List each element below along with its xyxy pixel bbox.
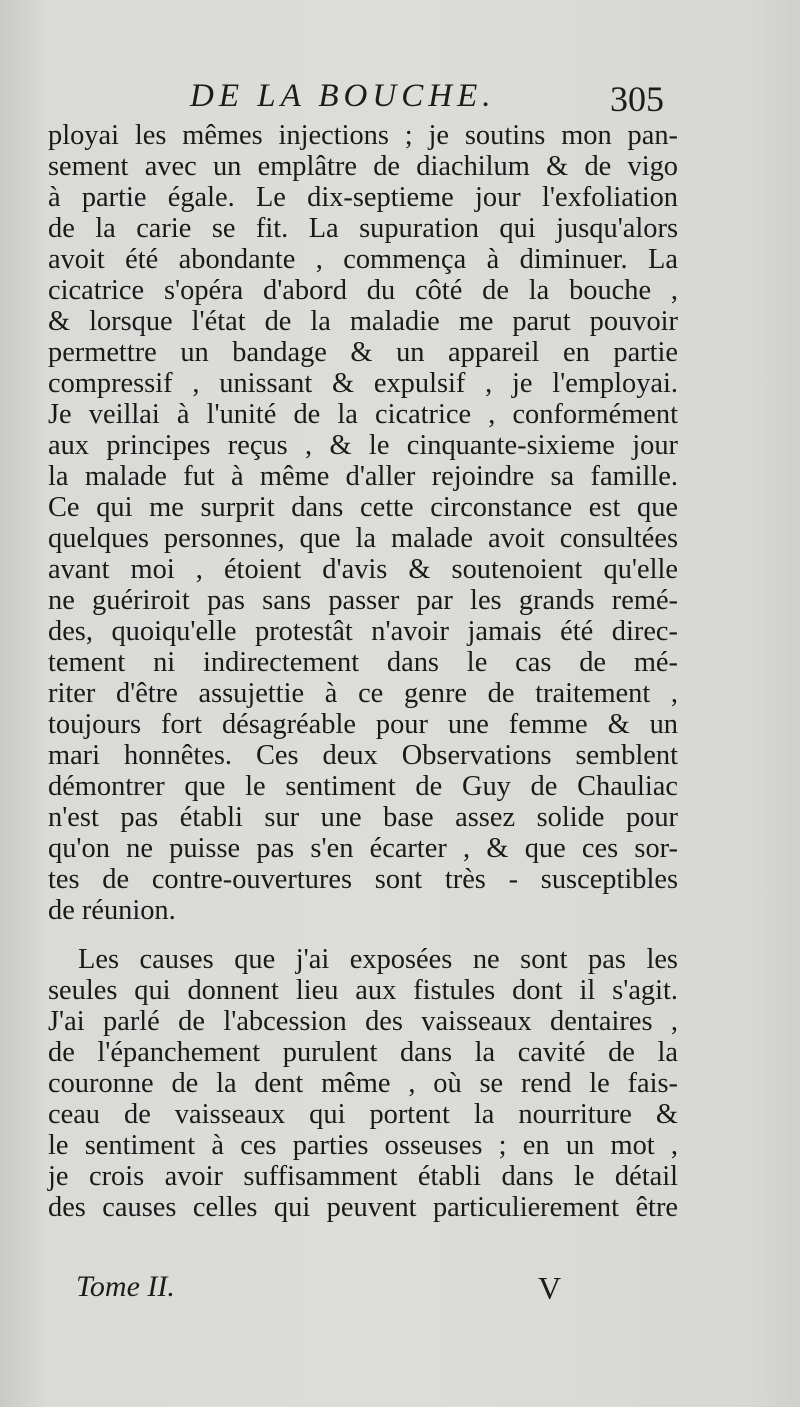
text-line: mari honnêtes. Ces deux Observations semblent [48, 740, 678, 771]
body-text [48, 120, 678, 1223]
text-line: couronne de la dent même , où se rend le fais- [48, 1068, 678, 1099]
text-line: ployai les mêmes injections ; je soutins mon pan- [48, 120, 678, 151]
text-line: aux principes reçus , & le cinquante-sixieme jour [48, 430, 678, 461]
text-line: qu'on ne puisse pas s'en écarter , & que ces sor- [48, 833, 678, 864]
text-line: permettre un bandage & un appareil en partie [48, 337, 678, 368]
text-line: compressif , unissant & expulsif , je l'employai. [48, 368, 678, 399]
text-line: n'est pas établi sur une base assez solide pour [48, 802, 678, 833]
text-line: riter d'être assujettie à ce genre de traitement , [48, 678, 678, 709]
text-line: Je veillai à l'unité de la cicatrice , conformément [48, 399, 678, 430]
page-number: 305 [610, 79, 664, 119]
text-line: Les causes que j'ai exposées ne sont pas les [78, 944, 678, 975]
text-line: ceau de vaisseaux qui portent la nourriture & [48, 1099, 678, 1130]
text-line: le sentiment à ces parties osseuses ; en un mot , [48, 1130, 678, 1161]
paragraph-gap [48, 926, 678, 944]
text-line: seules qui donnent lieu aux fistules dont il s'agit. [48, 975, 678, 1006]
text-line: quelques personnes, que la malade avoit consultées [48, 523, 678, 554]
text-line: avoit été abondante , commença à diminuer. La [48, 244, 678, 275]
text-line: & lorsque l'état de la maladie me parut pouvoir [48, 306, 678, 337]
text-line: à partie égale. Le dix-septieme jour l'exfoliation [48, 182, 678, 213]
running-head [0, 78, 800, 118]
text-line: de réunion. [48, 895, 176, 926]
text-line: des, quoiqu'elle protestât n'avoir jamais été direc- [48, 616, 678, 647]
text-line: toujours fort désagréable pour une femme & un [48, 709, 678, 740]
text-line: sement avec un emplâtre de diachilum & de vigo [48, 151, 678, 182]
text-line: tement ni indirectement dans le cas de mé- [48, 647, 678, 678]
text-line: Ce qui me surprit dans cette circonstance est que [48, 492, 678, 523]
text-line: de l'épanchement purulent dans la cavité de la [48, 1037, 678, 1068]
signature-mark: V [538, 1270, 562, 1306]
paragraph-2 [48, 944, 678, 1223]
running-title: DE LA BOUCHE. [190, 78, 496, 114]
text-line: avant moi , étoient d'avis & soutenoient qu'elle [48, 554, 678, 585]
paragraph-1 [48, 120, 678, 926]
volume-label: Tome II. [76, 1270, 175, 1303]
text-line: ne guériroit pas sans passer par les grands remé- [48, 585, 678, 616]
page-footer [0, 1270, 800, 1310]
text-line: démontrer que le sentiment de Guy de Chauliac [48, 771, 678, 802]
text-line: J'ai parlé de l'abcession des vaisseaux dentaires , [48, 1006, 678, 1037]
text-line: de la carie se fit. La supuration qui jusqu'alors [48, 213, 678, 244]
text-line: des causes celles qui peuvent particulierement être [48, 1192, 678, 1223]
text-line: je crois avoir suffisamment établi dans le détail [48, 1161, 678, 1192]
text-line: la malade fut à même d'aller rejoindre sa famille. [48, 461, 678, 492]
text-line: cicatrice s'opéra d'abord du côté de la bouche , [48, 275, 678, 306]
text-line: tes de contre-ouvertures sont très - susceptibles [48, 864, 678, 895]
